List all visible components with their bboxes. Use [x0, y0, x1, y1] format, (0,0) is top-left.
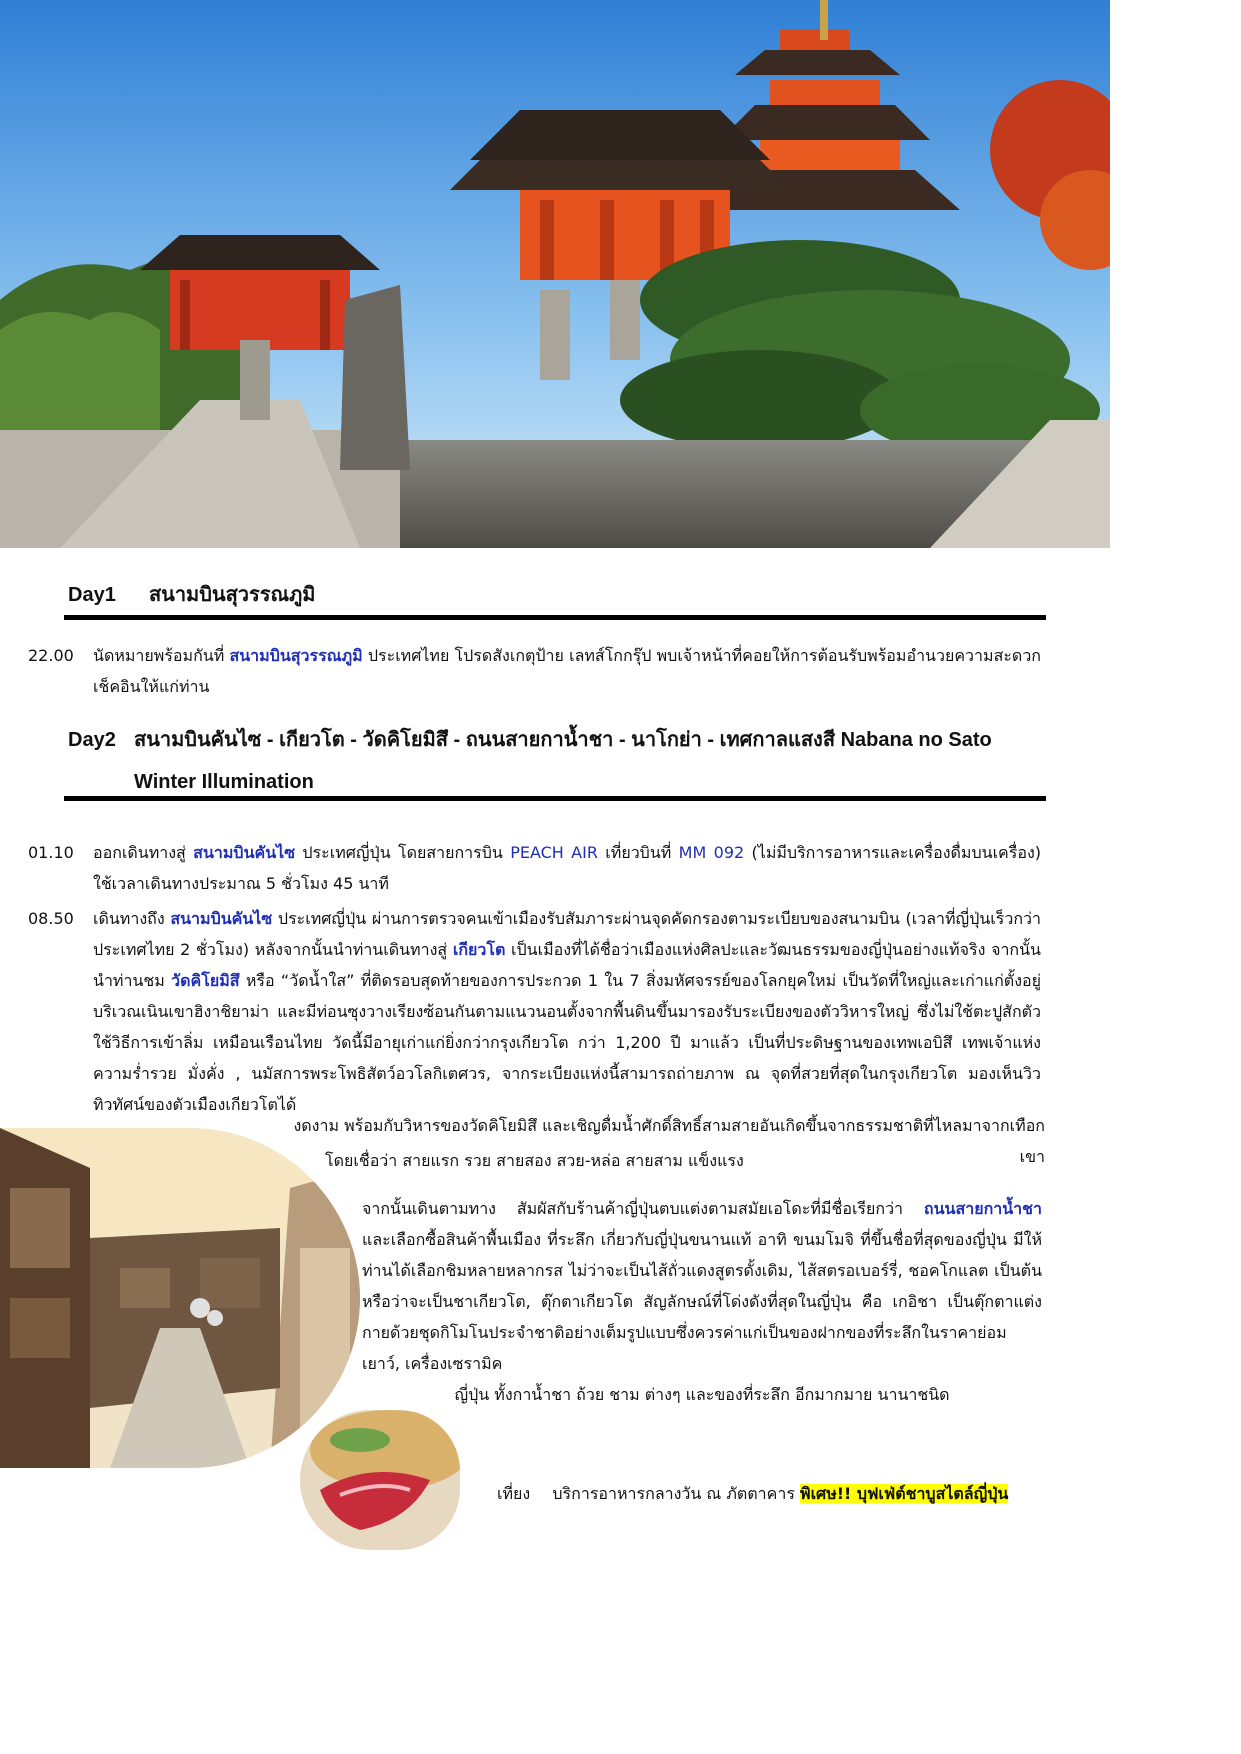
day2-label: Day2 — [68, 729, 116, 751]
airline-name: PEACH AIR — [510, 843, 598, 862]
airport-kansai: สนามบินคันไซ — [193, 843, 296, 862]
airport-suvarnabhumi: สนามบินสุวรรณภูมิ — [229, 646, 363, 665]
kiyomizu-water-belief: โดยเชื่อว่า สายแรก รวย สายสอง สวย-หล่อ สายสาม แข็งแรง — [325, 1151, 744, 1170]
day1-description: นัดหมายพร้อมกันที่ สนามบินสุวรรณภูมิ ประเทศไทย โปรดสังเกตุป้าย เลทส์โกกรุ๊ป พบเจ้าหน้าที่คอยให้การต้อนรับพร้อมอำนวยความสะดวกเช็คอินให้แก่ท่าน — [93, 646, 1041, 696]
day2-arrival-description: เดินทางถึง สนามบินคันไซ ประเทศญี่ปุ่น ผ่านการตรวจคนเข้าเมืองรับสัมภาระผ่านจุดคัดกรองตามระเบียบของสนามบิน (เวลาที่ญี่ปุ่นเร็วกว่าประเทศไทย 2 ชั่วโมง) หลังจากนั้นนำท่านเดินทางสู่ เกียวโต เป็นเมืองที่ได้ชื่อว่าเมืองแห่งศิลปะและวัฒนธรรมของญี่ปุ่นอย่างแท้จริง จากนั้นนำท่านชม วัดคิโยมิสึ หรือ “วัดน้ำใส” ที่ติดรอบสุดท้ายของการประกวด 1 ใน 7 สิ่งมหัศจรรย์ของโลกยุคใหม่ เป็นวัดที่ใหญ่และเก่าแก่ตั้งอยู่บริเวณเนินเขาฮิงาชิยาม่า และมีท่อนซุงวางเรียงซ้อนกันตามแนวนอนตั้งจากพื้นดินขึ้นมารองรับระเบียงของตัววิหารใหญ่ ซึ่งไม่ใช้ตะปูสักตัว ใช้วิธีการเข้าลิ่ม เหมือนเรือนไทย วัดนี้มีอายุเก่าแก่ยิ่งกว่ากรุงเกียวโต กว่า 1,200 ปี มาแล้ว เป็นที่ประดิษฐานของเทพเอบิสึ เทพเจ้าแห่งความร่ำรวย มั่งคั่ง , นมัสการพระโพธิสัตว์อวโลกิเตศวร, จากระเบียงแห่งนี้สามารถถ่ายภาพ ณ จุดที่สวยที่สุดในกรุงเกียวโต มองเห็นวิวทิวทัศน์ของตัวเมืองเกียวโตได้ — [93, 909, 1041, 1114]
teapot-street-description: จากนั้นเดินตามทาง สัมผัสกับร้านค้าญี่ปุ่นตบแต่งตามสมัยเอโดะที่มีชื่อเรียกว่า ถนนสายกาน้ำชา และเลือกซื้อสินค้าพื้นเมือง ที่ระลึก เกี่ยวกับญี่ปุ่นขนานแท้ อาทิ ขนมโมจิ ที่ขึ้นชื่อที่สุดของญี่ปุ่น มีให้ท่านได้เลือกชิมหลายหลากรส ไม่ว่าจะเป็นไส้ถั่วแดงสูตรดั้งเดิม, ไส้สตรอเบอร์รี่, ชอคโกแลต เป็นต้น หรือว่าจะเป็นชาเกียวโต, ตุ๊กตาเกียวโต สัญลักษณ์ที่โด่งดังที่สุดในญี่ปุ่น คือ เกอิชา เป็นตุ๊กตาแต่งกายด้วยชุดกิโมโนประจำชาติอย่างเต็มรูปแบบซึ่งควรค่าแก่เป็นของฝากของที่ระลึกในราคาย่อมเยาว์, เครื่องเซรามิค — [362, 1199, 1042, 1373]
day2-title: สนามบินคันไซ - เกียวโต - วัดคิโยมิสึ - ถนนสายกาน้ำชา - นาโกย่า - เทศกาลแสงสี Nabana no Sato Winter Illumination — [134, 729, 992, 793]
special-buffet: พิเศษ!! บุฟเฟ่ต์ชาบูสไตล์ญี่ปุ่น — [800, 1484, 1009, 1503]
teapot-street-link: ถนนสายกาน้ำชา — [923, 1199, 1042, 1218]
shabu-photo — [300, 1410, 460, 1550]
day1-title: สนามบินสุวรรณภูมิ — [148, 584, 316, 606]
flight-number: MM 092 — [678, 843, 745, 862]
lunch-label: เที่ยง — [497, 1484, 531, 1503]
lunch-line: เที่ยง บริการอาหารกลางวัน ณ ภัตตาคาร พิเศษ!! บุฟเฟ่ต์ชาบูสไตล์ญี่ปุ่น — [497, 1484, 1009, 1503]
day2-time-0850: 08.50 — [28, 909, 74, 928]
day1-rule — [64, 615, 1046, 620]
day2-flight-description: ออกเดินทางสู่ สนามบินคันไซ ประเทศญี่ปุ่น โดยสายการบิน PEACH AIR เที่ยวบินที่ MM 092 (ไม่มีบริการอาหารและเครื่องดื่มบนเครื่อง) ใช้เวลาเดินทางประมาณ 5 ชั่วโมง 45 นาที — [93, 843, 1041, 893]
kiyomizu-link: วัดคิโยมิสึ — [171, 971, 240, 990]
day2-header — [68, 723, 1048, 803]
day2-rule — [64, 796, 1046, 801]
day1-time: 22.00 — [28, 646, 74, 665]
day1-label: Day1 — [68, 584, 116, 606]
kyoto-link: เกียวโต — [452, 940, 506, 959]
kyoto-street-photo — [0, 1128, 360, 1468]
day2-time-0110: 01.10 — [28, 843, 74, 862]
day1-header — [68, 578, 1048, 612]
hero-image — [0, 0, 1110, 548]
teapot-street-last-line: ญี่ปุ่น ทั้งกาน้ำชา ถ้วย ชาม ต่างๆ และของที่ระลึก อีกมากมาย นานาชนิด — [454, 1385, 950, 1404]
kiyomizu-continuation: งดงาม พร้อมกับวิหารของวัดคิโยมิสึ และเชิญดื่มน้ำศักดิ์สิทธิ์สามสายอันเกิดขึ้นจากธรรมชาติที่ไหลมาจากเทือกเขา — [293, 1116, 1045, 1166]
airport-kansai-arrival: สนามบินคันไซ — [170, 909, 273, 928]
